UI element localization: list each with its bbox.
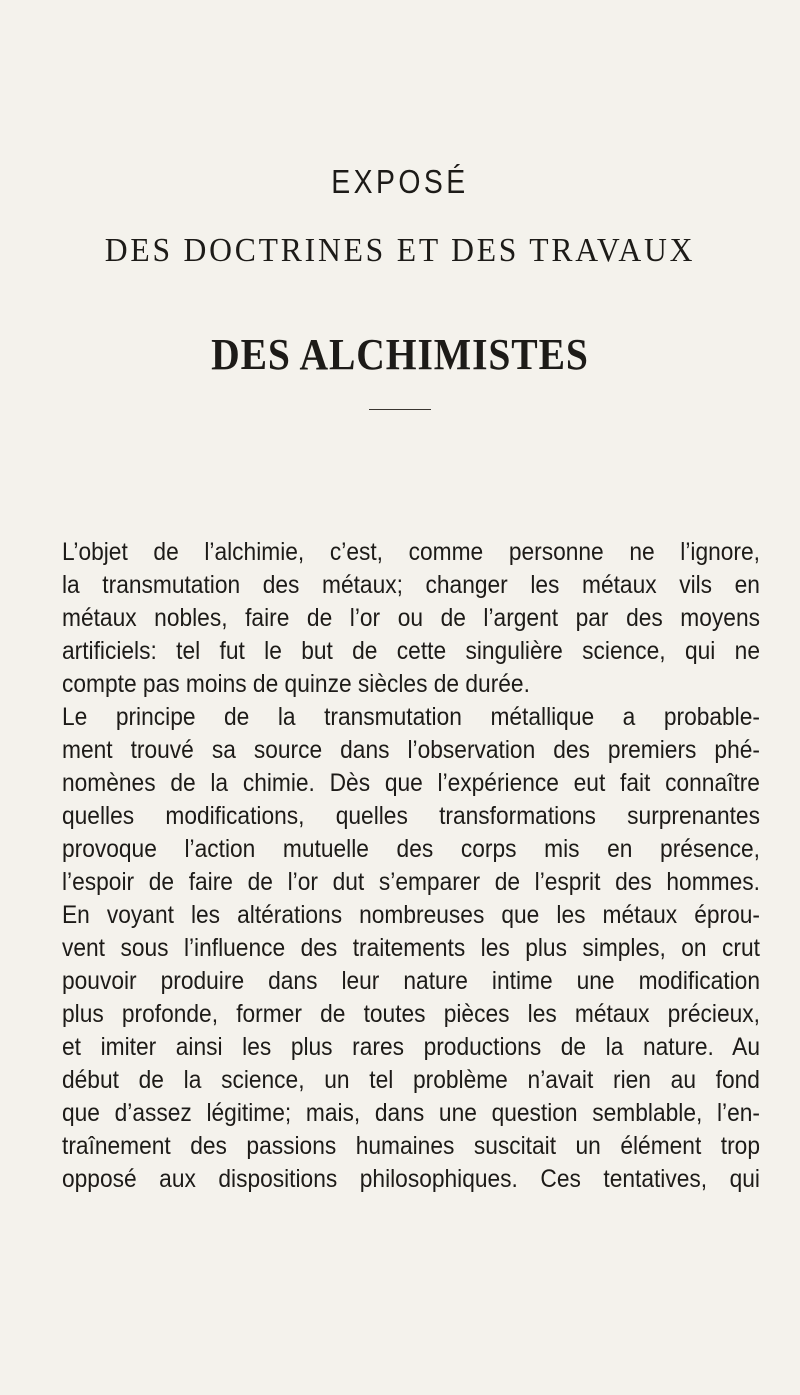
text-line: pouvoir produire dans leur nature intime une modification (62, 967, 760, 995)
text-line: L’objet de l’alchimie, c’est, comme personne ne l’ignore, (62, 538, 760, 566)
text-line: ment trouvé sa source dans l’observation des premiers phé- (62, 736, 760, 764)
text-line: début de la science, un tel problème n’avait rien au fond (62, 1066, 760, 1094)
title-line-doctrines: DES DOCTRINES ET DES TRAVAUX (104, 232, 696, 269)
text-line: nomènes de la chimie. Dès que l’expérience eut fait connaître (62, 769, 760, 797)
text-line: et imiter ainsi les plus rares productions de la nature. Au (62, 1033, 760, 1061)
title-line-expose: EXPOSÉ (331, 163, 469, 200)
text-line: En voyant les altérations nombreuses que les métaux éprou- (62, 901, 760, 929)
text-line: traînement des passions humaines suscitait un élément trop (62, 1132, 760, 1160)
text-line: Le principe de la transmutation métallique a probable- (62, 703, 760, 731)
text-line: métaux nobles, faire de l’or ou de l’argent par des moyens (62, 604, 760, 632)
text-line: la transmutation des métaux; changer les métaux vils en (62, 571, 760, 599)
title-rule (369, 409, 431, 410)
body-paragraphs (62, 536, 760, 1196)
title-line-alchimistes: DES ALCHIMISTES (211, 330, 589, 379)
text-line: vent sous l’influence des traitements les plus simples, on crut (62, 934, 760, 962)
text-line: quelles modifications, quelles transformations surprenantes (62, 802, 760, 830)
text-line: l’espoir de faire de l’or dut s’emparer de l’esprit des hommes. (62, 868, 760, 896)
text-line: plus profonde, former de toutes pièces les métaux précieux, (62, 1000, 760, 1028)
text-line: compte pas moins de quinze siècles de durée. (62, 670, 530, 698)
text-line: opposé aux dispositions philosophiques. Ces tentatives, qui (62, 1165, 760, 1193)
text-line: artificiels: tel fut le but de cette singulière science, qui ne (62, 637, 760, 665)
text-line: que d’assez légitime; mais, dans une question semblable, l’en- (62, 1099, 760, 1127)
text-line: provoque l’action mutuelle des corps mis en présence, (62, 835, 760, 863)
